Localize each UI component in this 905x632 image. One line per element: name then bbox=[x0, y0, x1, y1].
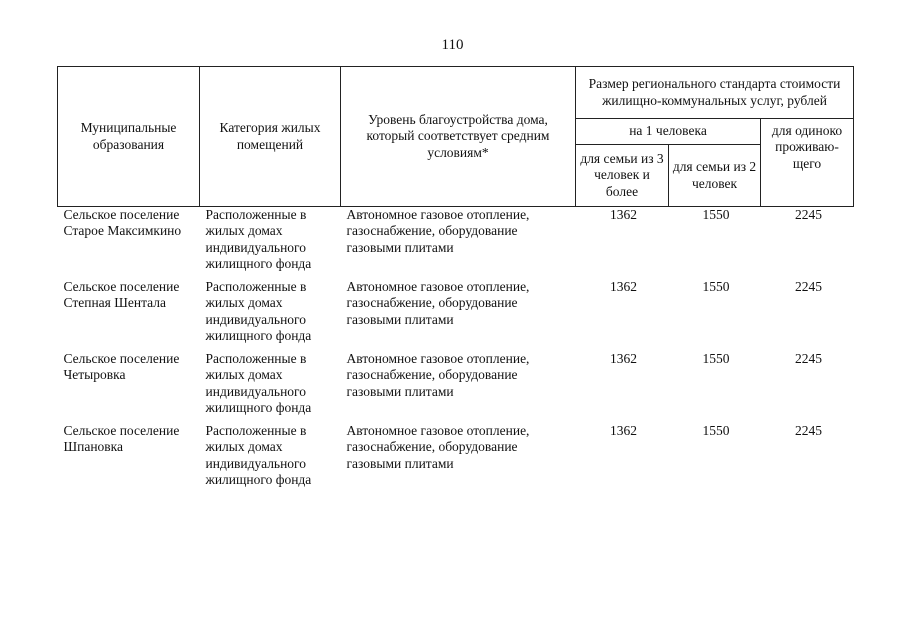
cell-single: 2245 bbox=[795, 278, 822, 294]
cell-single: 2245 bbox=[795, 207, 822, 222]
header-single: для одиноко проживаю-щего bbox=[761, 119, 854, 207]
cell-category: Расположенные в жилых домах индивидуального жилищного фонда bbox=[205, 350, 312, 416]
cell-family2: 1550 bbox=[702, 278, 730, 294]
cell-family2: 1550 bbox=[702, 207, 730, 222]
table-header bbox=[58, 67, 854, 207]
cell-category: Расположенные в жилых домах индивидуального жилищного фонда bbox=[205, 207, 312, 272]
cell-family2: 1550 bbox=[702, 350, 730, 366]
cell-municipality: Сельское поселение Четыровка bbox=[63, 350, 180, 383]
cell-family2: 1550 bbox=[702, 422, 730, 438]
header-family3: для семьи из 3 человек и более bbox=[576, 145, 669, 207]
header-per-person: на 1 человека bbox=[576, 119, 761, 145]
cell-family3: 1362 bbox=[610, 207, 637, 222]
cell-municipality: Сельское поселение Шпановка bbox=[63, 422, 180, 455]
cell-family3: 1362 bbox=[610, 350, 637, 366]
cell-municipality: Сельское поселение Старое Максимкино bbox=[63, 207, 182, 239]
cell-family3: 1362 bbox=[610, 422, 637, 438]
table-row bbox=[58, 423, 854, 495]
header-municipality: Муниципальные образования bbox=[58, 67, 200, 207]
cell-level: Автономное газовое отопление, газоснабжение, оборудование газовыми плитами bbox=[346, 422, 530, 471]
header-family2: для семьи из 2 человек bbox=[669, 145, 761, 207]
cell-family3: 1362 bbox=[610, 278, 637, 294]
cell-category: Расположенные в жилых домах индивидуального жилищного фонда bbox=[205, 422, 312, 488]
cell-single: 2245 bbox=[795, 422, 822, 438]
cell-municipality: Сельское поселение Степная Шентала bbox=[63, 278, 180, 311]
cell-level: Автономное газовое отопление, газоснабжение, оборудование газовыми плитами bbox=[346, 350, 530, 399]
table-body bbox=[58, 207, 854, 495]
cell-level: Автономное газовое отопление, газоснабжение, оборудование газовыми плитами bbox=[346, 278, 530, 327]
table-row bbox=[58, 351, 854, 423]
table-row bbox=[58, 279, 854, 351]
table-row bbox=[58, 207, 854, 279]
cell-single: 2245 bbox=[795, 350, 822, 366]
page-number: 110 bbox=[441, 37, 464, 53]
cell-category: Расположенные в жилых домах индивидуального жилищного фонда bbox=[205, 278, 312, 344]
header-category: Категория жилых помещений bbox=[200, 67, 341, 207]
header-level: Уровень благоустройства дома, который соответствует средним условиям* bbox=[341, 67, 576, 207]
cell-level: Автономное газовое отопление, газоснабжение, оборудование газовыми плитами bbox=[346, 207, 530, 255]
header-standard: Размер регионального стандарта стоимости жилищно-коммунальных услуг, рублей bbox=[576, 67, 854, 119]
housing-standard-table bbox=[57, 66, 854, 495]
